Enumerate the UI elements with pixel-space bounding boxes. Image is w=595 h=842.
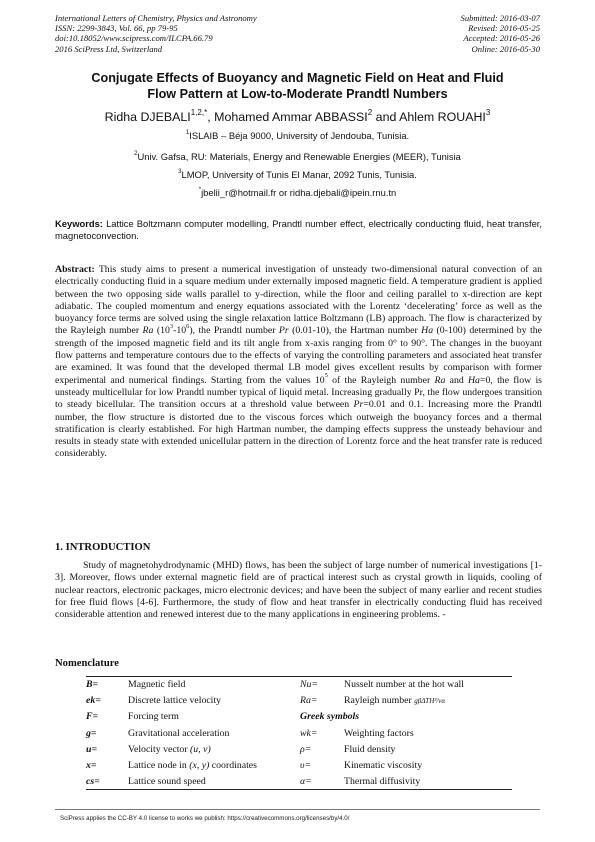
nomenclature-table	[86, 676, 512, 790]
definition: Nusselt number at the hot wall	[344, 679, 464, 691]
abstract-text: -10	[173, 325, 187, 337]
author-2-affil: 2	[367, 107, 373, 117]
affiliation-text: LMOP, University of Tunis El Manar, 2092 Tunis, Tunisia.	[181, 169, 417, 180]
table-row	[86, 725, 512, 741]
abstract-text: =0.01 and 0.1. Increasing more the Prandtl number, the flow structure is distorted due to the viscous forces which outweigh the buoyancy forces and a thermal stratification is clearly established. For high Hartman number, the damping effects suppress the unsteady behaviour and results in steady state with extended unicellular pattern in the direction of Lorentz force and the heat transfer rate is reduced considerably.	[55, 399, 542, 460]
table-row	[86, 757, 512, 773]
symbol: u=	[86, 743, 98, 755]
formula: (u, v)	[190, 743, 211, 755]
exponent: 3	[169, 323, 174, 331]
title-line-2: Flow Pattern at Low-to-Moderate Prandtl Numbers	[147, 87, 448, 101]
affiliation-text: Univ. Gafsa, RU: Materials, Energy and Renewable Energies (MEER), Tunisia	[137, 151, 461, 162]
issn: ISSN: 2299-3843, Vol. 66, pp 79-95	[55, 23, 178, 34]
copyright: 2016 SciPress Ltd, Switzerland	[55, 43, 163, 54]
symbol: υ=	[300, 760, 312, 772]
symbol-pr: Pr	[353, 399, 364, 411]
table-row	[86, 774, 512, 790]
definition: Magnetic field	[128, 679, 186, 691]
affiliation-2	[40, 151, 555, 163]
symbol: B=	[86, 679, 99, 691]
title-line-1: Conjugate Effects of Buoyancy and Magnetic Field on Heat and Fluid	[91, 71, 504, 85]
symbol-ra: Ra	[142, 325, 154, 337]
definition: Kinematic viscosity	[344, 760, 423, 772]
formula: gβΔTH³/να	[414, 697, 446, 706]
running-header-left	[55, 13, 257, 54]
introduction-paragraph	[55, 560, 542, 621]
running-header-right	[461, 13, 540, 54]
definition-text: Lattice node in	[128, 760, 190, 772]
accepted-date: Accepted: 2016-05-26	[463, 33, 540, 44]
symbol: Ra=	[300, 695, 318, 707]
symbol-ha: Ha	[467, 374, 480, 386]
definition: Gravitational acceleration	[128, 727, 230, 739]
greek-symbols-subheading: Greek symbols	[300, 711, 360, 723]
definition	[128, 757, 300, 773]
table-row	[86, 741, 512, 757]
author-1-affil: 1,2,*	[190, 107, 208, 117]
definition: Lattice sound speed	[128, 775, 206, 787]
affiliation-marker: 1	[185, 128, 190, 136]
abstract-text: ), the Prandtl number	[189, 325, 279, 337]
definition: Discrete lattice velocity	[128, 695, 222, 707]
symbol: x=	[86, 760, 97, 772]
definition-text: Velocity vector	[128, 743, 191, 755]
keywords-text: Lattice Boltzmann computer modelling, Prandtl number effect, electrically conducting fluid, heat transfer, magnetoconvection.	[55, 218, 542, 242]
doi: doi:10.18052/www.scipress.com/ILCPA.66.79	[55, 33, 213, 44]
definition: Forcing term	[128, 711, 179, 723]
author-list	[40, 109, 555, 125]
symbol: wk=	[300, 727, 318, 739]
affiliation-marker: 2	[134, 149, 138, 157]
journal-name: International Letters of Chemistry, Physics and Astronomy	[55, 13, 257, 23]
author-2: Mohamed Ammar ABBASSI	[214, 110, 368, 124]
symbol-ra: Ra	[434, 374, 446, 386]
symbol: cs=	[86, 775, 100, 787]
corresponding-email	[40, 187, 555, 199]
author-1: Ridha DJEBALI	[104, 110, 191, 124]
submitted-date: Submitted: 2016-03-07	[460, 13, 540, 23]
definition	[344, 693, 512, 709]
symbol: α=	[300, 775, 312, 787]
abstract-text: of the Rayleigh number	[327, 374, 435, 386]
definition: Weighting factors	[344, 727, 414, 739]
section-heading: 1. INTRODUCTION	[55, 542, 151, 553]
author-separator: ,	[207, 110, 215, 124]
online-date: Online: 2016-05-30	[471, 43, 540, 54]
formula: (x, y)	[189, 760, 210, 772]
affiliation-marker: 3	[178, 167, 182, 175]
introduction-text: Study of magnetohydrodynamic (MHD) flows, has been the subject of large number of numerical investigations [1-3]. Moreover, flows under external magnetic field are of practical interest such as crystal growth in liquids, cooling of nuclear reactors, electronic packages, micro electronic devices; and have been the subject of many earlier and recent studies for free fluid flows [4-6]. Furthermore, the study of flow and heat transfer in electrically conducting fluid has received considerable attention and renewed interest due to the many applications in engineering problems. -	[55, 560, 542, 621]
affiliation-marker: *	[198, 185, 202, 193]
author-3: Ahlem ROUAHI	[399, 110, 486, 124]
abstract-text: (10	[153, 325, 170, 337]
exponent: 6	[186, 323, 190, 331]
revised-date: Revised: 2016-05-25	[468, 23, 540, 34]
definition: Fluid density	[344, 743, 396, 755]
definition: Thermal diffusivity	[344, 775, 421, 787]
author-separator: and	[372, 110, 400, 124]
definition	[128, 741, 300, 757]
table-row	[86, 677, 512, 693]
abstract-text: (0-100) determined by the strength of the imposed magnetic field and its tilt angle from x-axis ranging from 0° to 90°. The changes in the buoyant flow patterns and temperature contours due to the effects of varying the controlling parameters and associated heat transfer are examined. It was found that the developed thermal LB model gives excellent results by comparison with former experimental and numerical findings. Starting from the values 10	[55, 325, 542, 386]
abstract	[55, 264, 542, 461]
symbol: ek=	[86, 695, 101, 707]
affiliation-1	[40, 130, 555, 142]
definition-text: Rayleigh number	[344, 695, 415, 707]
abstract-text: (0.01-10), the Hartman number	[288, 325, 422, 337]
abstract-label: Abstract:	[55, 264, 95, 275]
license-footer[interactable]: SciPress applies the CC-BY 4.0 license to works we publish: https://creativecommons.org/licenses/by/4.0/	[60, 815, 350, 822]
symbol-ha: Ha	[421, 325, 434, 337]
symbol: ρ=	[300, 743, 312, 755]
table-row	[86, 709, 512, 725]
email-text[interactable]: jbelii_r@hotmail.fr or ridha.djebali@ipein.rnu.tn	[201, 187, 397, 198]
symbol: g=	[86, 727, 97, 739]
exponent: 5	[324, 372, 328, 380]
author-3-affil: 3	[485, 107, 491, 117]
abstract-text: This study aims to present a numerical investigation of unsteady two-dimensional natural convection of an electrically conducting fluid in a square medium under externally imposed magnetic field. A temperature gradient is applied between the two opposing side walls parallel to y-direction, while the floor and ceiling parallel to x-direction are kept adiabatic. The coupled momentum and energy equations associated with the Lorentz ‘decelerating’ force as well as the buoyancy force terms are solved using the single relaxation lattice Boltzmann (LB) approach. The flow is characterized by the Rayleigh number	[55, 264, 542, 337]
keywords	[55, 218, 542, 242]
definition-text: coordinates	[209, 760, 257, 772]
abstract-text: =0, the flow is unsteady multicellular for low Prandtl number typical of liquid metal. Increasing gradually Pr, the flow undergoes transition to steady bicellular. The transition occurs at a threshold value between	[55, 374, 542, 411]
keywords-label: Keywords:	[55, 218, 103, 229]
affiliation-3	[40, 169, 555, 181]
affiliation-text: ISLAIB – Béja 9000, University of Jendouba, Tunisia.	[189, 130, 410, 141]
footer-divider	[55, 809, 540, 810]
symbol: F=	[86, 711, 99, 723]
abstract-text: and	[445, 374, 468, 386]
paper-title	[40, 70, 555, 102]
symbol-pr: Pr	[278, 325, 289, 337]
symbol: Nu=	[300, 679, 319, 691]
table-row	[86, 693, 512, 709]
nomenclature-heading: Nomenclature	[55, 658, 119, 669]
